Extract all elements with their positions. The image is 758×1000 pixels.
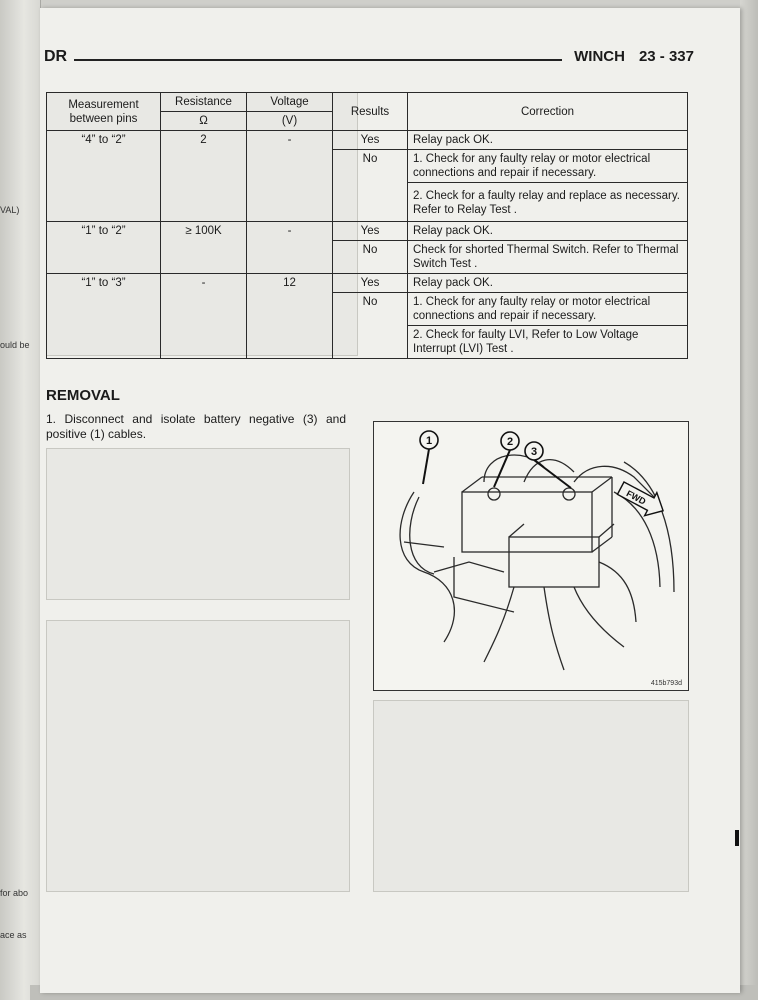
header-resistance-unit: Ω — [161, 112, 247, 131]
correction-cell: Check for shorted Thermal Switch. Refer to Thermal Switch Test . — [408, 241, 688, 274]
resistance-cell: 2 — [161, 131, 247, 222]
correction-cell: 1. Check for any faulty relay or motor electrical connections and repair if necessary. — [408, 150, 688, 183]
pins-cell: “1” to “3” — [47, 274, 161, 359]
result-cell: No — [333, 241, 408, 274]
adjacent-page-edge — [0, 0, 41, 1000]
faded-background-figure — [46, 448, 350, 600]
page-number: 23 - 337 — [638, 48, 694, 65]
section-title: WINCH — [574, 48, 625, 65]
adjacent-page-fragment: for abo — [0, 888, 29, 898]
manual-page — [40, 8, 740, 993]
correction-cell: Relay pack OK. — [408, 274, 688, 293]
table-row — [47, 131, 688, 150]
page-stack-edge — [740, 0, 758, 1000]
header-measurement: Measurement between pins — [47, 93, 161, 131]
figure-id: 415b793d — [650, 680, 682, 687]
result-cell: No — [333, 150, 408, 222]
fwd-label: FWD — [624, 488, 648, 507]
faded-background-figure — [373, 700, 689, 892]
page-header — [44, 48, 694, 70]
removal-heading: REMOVAL — [46, 387, 120, 404]
resistance-cell: - — [161, 274, 247, 359]
callout-label: 2 — [506, 436, 514, 448]
voltage-cell: 12 — [247, 274, 333, 359]
adjacent-page-fragment: ace as — [0, 930, 27, 940]
pins-cell: “1” to “2” — [47, 222, 161, 274]
table-row — [47, 274, 688, 293]
correction-cell: Relay pack OK. — [408, 222, 688, 241]
header-resistance: Resistance — [161, 93, 247, 112]
adjacent-page-fragment: VAL) — [0, 205, 20, 215]
header-voltage-unit: (V) — [247, 112, 333, 131]
model-code: DR — [44, 48, 68, 65]
section-and-page — [574, 48, 694, 65]
table-header-row — [47, 93, 688, 112]
relay-pack-test-table — [46, 92, 688, 359]
adjacent-page-fragment: ould be — [0, 340, 30, 350]
result-cell: Yes — [333, 222, 408, 241]
table-row — [47, 222, 688, 241]
correction-cell: 1. Check for any faulty relay or motor electrical connections and repair if necessary. — [408, 293, 688, 326]
header-results: Results — [333, 93, 408, 131]
result-cell: No — [333, 293, 408, 359]
resistance-cell: ≥ 100K — [161, 222, 247, 274]
correction-cell: 2. Check for a faulty relay and replace as necessary. Refer to Relay Test . — [408, 183, 688, 222]
callout-label: 3 — [530, 446, 538, 458]
battery-engine-illustration — [374, 422, 688, 690]
voltage-cell: - — [247, 222, 333, 274]
removal-step-1: 1. Disconnect and isolate battery negative (3) and positive (1) cables. — [46, 412, 346, 441]
correction-cell: Relay pack OK. — [408, 131, 688, 150]
result-cell: Yes — [333, 274, 408, 293]
faded-background-figure — [46, 620, 350, 892]
fwd-arrow — [615, 477, 670, 522]
result-cell: Yes — [333, 131, 408, 150]
battery-cable-figure — [373, 421, 689, 691]
header-correction: Correction — [408, 93, 688, 131]
voltage-cell: - — [247, 131, 333, 222]
pins-cell: “4” to “2” — [47, 131, 161, 222]
correction-cell: 2. Check for faulty LVI, Refer to Low Voltage Interrupt (LVI) Test . — [408, 326, 688, 359]
page-mark — [735, 830, 739, 846]
callout-label: 1 — [425, 435, 433, 447]
battery-outline — [462, 492, 592, 552]
header-rule — [74, 59, 562, 61]
header-voltage: Voltage — [247, 93, 333, 112]
